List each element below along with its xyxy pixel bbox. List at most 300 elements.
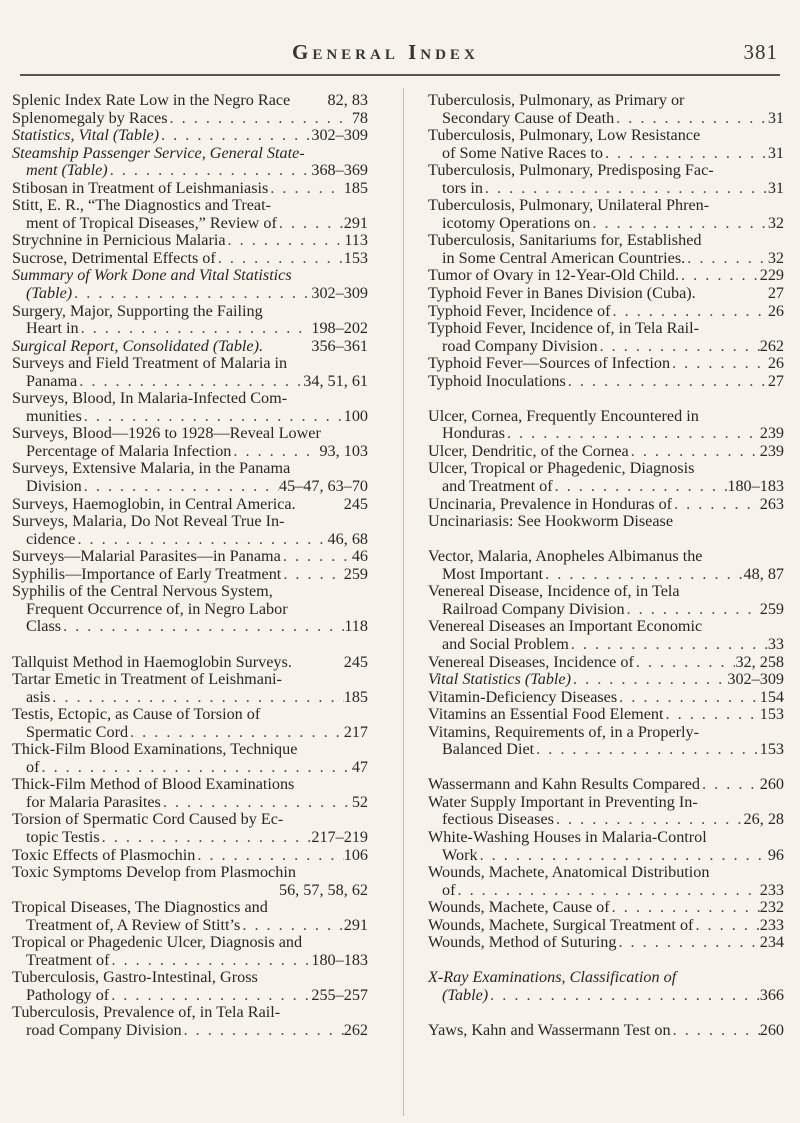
entry-text: Steamship Passenger Service, General State- [12, 143, 305, 162]
index-entry-line [12, 355, 368, 373]
index-entry [12, 92, 368, 110]
index-entry-line [12, 145, 368, 163]
header-rule [20, 74, 780, 76]
index-entry-line [12, 408, 368, 426]
index-entry [12, 390, 368, 425]
index-entry-line [428, 285, 784, 303]
dot-leader [182, 1022, 344, 1040]
index-entry-line [428, 197, 784, 215]
index-entry-line [428, 303, 784, 321]
index-entry [428, 92, 784, 127]
index-entry-line [12, 513, 368, 531]
index-entry-line [428, 636, 784, 654]
index-entry [12, 127, 368, 145]
page-reference: 113 [344, 231, 368, 250]
index-entry-line [428, 460, 784, 478]
index-entry-line [428, 232, 784, 250]
index-entry-line [428, 548, 784, 566]
page-reference: 260 [759, 1020, 784, 1039]
page-reference: 27 [767, 284, 784, 303]
entry-text: Uncinariasis: See Hookworm Disease [428, 512, 674, 531]
index-entry [428, 583, 784, 618]
dot-leader [505, 425, 760, 443]
entry-text: Vitamins, Requirements of, in a Properly- [428, 722, 700, 741]
letter-gap [428, 759, 784, 777]
page-reference: 32 [767, 213, 784, 232]
dot-leader [610, 899, 760, 917]
index-entry [428, 618, 784, 653]
index-entry [428, 496, 784, 514]
entry-text: Strychnine in Pernicious Malaria [12, 231, 226, 250]
entry-text: Venereal Diseases, Incidence of [428, 652, 634, 671]
dot-leader [168, 110, 352, 128]
index-entry [428, 303, 784, 321]
page-reference: 33 [767, 634, 784, 653]
dot-leader [571, 671, 727, 689]
index-entry [428, 671, 784, 689]
index-entry-line [428, 1022, 784, 1040]
index-entry-line [12, 1022, 368, 1040]
entry-text: Class [26, 617, 62, 636]
entry-text: Wounds, Method of Suturing [428, 933, 617, 952]
index-entry-line [12, 92, 368, 110]
index-entry-line [12, 285, 368, 303]
page-number: 381 [743, 40, 778, 64]
running-head-title: General Index [292, 40, 479, 64]
entry-text: road Company Division [26, 1020, 182, 1039]
dot-leader [159, 127, 311, 145]
index-entry-line [12, 197, 368, 215]
entry-text: Frequent Occurrence of, in Negro Labor [26, 599, 288, 618]
index-entry-line [428, 864, 784, 882]
page-reference: 302–309 [727, 670, 784, 689]
dot-leader [216, 250, 344, 268]
index-entry-line [428, 706, 784, 724]
entry-text: Tallquist Method in Haemoglobin Surveys. [12, 652, 292, 671]
index-entry-line [428, 917, 784, 935]
index-entry-line [12, 215, 368, 233]
index-entry-line [12, 443, 368, 461]
entry-text: Vital Statistics (Table) [428, 670, 571, 689]
index-entry-line [428, 689, 784, 707]
entry-text: Division [26, 477, 82, 496]
index-entry-line [12, 162, 368, 180]
index-entry [12, 338, 368, 356]
entry-text: Wounds, Machete, Anatomical Distribution [428, 863, 710, 882]
entry-text: Tuberculosis, Pulmonary, as Primary or [428, 91, 685, 109]
index-entry [428, 724, 784, 759]
index-entry [12, 460, 368, 495]
index-entry-line [12, 373, 368, 391]
dot-leader [240, 917, 343, 935]
index-entry-line [12, 583, 368, 601]
index-entry [12, 303, 368, 338]
dot-leader [534, 741, 760, 759]
index-entry [428, 320, 784, 355]
page-reference: 47 [351, 757, 368, 776]
entry-text: Typhoid Fever, Incidence of [428, 301, 611, 320]
index-entry-line [428, 320, 784, 338]
index-entry-line [428, 882, 784, 900]
index-entry-line [428, 618, 784, 636]
index-entry [12, 232, 368, 250]
entry-text: and Social Problem [442, 634, 569, 653]
index-entry-line [428, 724, 784, 742]
dot-leader [671, 1022, 760, 1040]
index-entry [12, 1004, 368, 1039]
index-entry-line [428, 513, 784, 531]
index-entry-line [428, 654, 784, 672]
index-entry-line [428, 811, 784, 829]
index-entry [428, 864, 784, 899]
index-entry-line [428, 425, 784, 443]
index-entry-line [12, 776, 368, 794]
index-entry-line [428, 338, 784, 356]
entry-text: Most Important [442, 564, 544, 583]
page-reference: 239 [759, 441, 784, 460]
index-entry-line [12, 934, 368, 952]
index-entry-line [428, 899, 784, 917]
page-reference: 229 [759, 266, 784, 285]
entry-text: of Some Native Races to [442, 143, 603, 162]
entry-text: Water Supply Important in Preventing In- [428, 792, 698, 811]
page-reference: 106 [343, 845, 368, 864]
entry-text: Secondary Cause of Death [442, 108, 615, 127]
index-entry-line [12, 724, 368, 742]
index-entry [12, 583, 368, 636]
page-reference: 31 [767, 108, 784, 127]
index-entry-line [12, 390, 368, 408]
dot-leader [488, 987, 760, 1005]
index-entry-line [428, 162, 784, 180]
entry-text: Surveys, Blood, In Malaria-Infected Com- [12, 389, 288, 408]
page-reference: 82, 83 [327, 91, 368, 109]
index-entry-line [12, 952, 368, 970]
entry-text: Stitt, E. R., “The Diagnostics and Treat- [12, 196, 271, 215]
index-entry-line [12, 847, 368, 865]
dot-leader [478, 847, 768, 865]
entry-text: fectious Diseases [442, 810, 554, 829]
page-reference: 48, 87 [743, 564, 784, 583]
entry-text: Tumor of Ovary in 12-Year-Old Child. [428, 266, 680, 285]
dot-leader [554, 811, 744, 829]
entry-text: Surveys, Haemoglobin, in Central America. [12, 494, 296, 513]
index-entry-line [428, 408, 784, 426]
page-reference: 245 [343, 494, 368, 513]
dot-leader [39, 759, 351, 777]
index-entry-line [428, 847, 784, 865]
page-reference: 233 [759, 915, 784, 934]
dot-leader [700, 776, 760, 794]
entry-text: Typhoid Fever in Banes Division (Cuba). [428, 284, 696, 303]
dot-leader [569, 636, 768, 654]
entry-text: ment (Table) [26, 161, 108, 180]
letter-gap [428, 390, 784, 408]
dot-leader [543, 566, 743, 584]
dot-leader [611, 303, 768, 321]
index-entry [12, 110, 368, 128]
dot-leader [100, 829, 312, 847]
index-entry-line [12, 882, 368, 900]
index-entry-line [12, 601, 368, 619]
page-reference: 45–47, 63–70 [278, 477, 368, 496]
index-entry [12, 969, 368, 1004]
entry-text: White-Washing Houses in Malaria-Control [428, 827, 707, 846]
entry-text: Toxic Symptoms Develop from Plasmochin [12, 863, 296, 882]
page-reference: 32 [767, 248, 784, 267]
entry-text: Panama [26, 371, 78, 390]
index-entry [12, 496, 368, 514]
index-entry-line [428, 110, 784, 128]
index-entry-line [428, 601, 784, 619]
dot-leader [108, 162, 312, 180]
index-entry-line [12, 180, 368, 198]
dot-leader [455, 882, 759, 900]
dot-leader [79, 320, 312, 338]
page-reference: 245 [343, 652, 368, 671]
entry-text: Work [442, 845, 478, 864]
index-entry [428, 794, 784, 829]
dot-leader [226, 232, 345, 250]
index-entry-line [428, 829, 784, 847]
index-column-left [12, 92, 368, 1040]
index-entry-line [428, 934, 784, 952]
index-entry [12, 811, 368, 846]
entry-text: Uncinaria, Prevalence in Honduras of [428, 494, 673, 513]
index-entry [12, 425, 368, 460]
entry-text: munities [26, 406, 82, 425]
page-reference: 26, 28 [743, 810, 784, 829]
index-entry [12, 899, 368, 934]
entry-text: Thick-Film Method of Blood Examinations [12, 775, 295, 794]
index-entry-line [428, 794, 784, 812]
index-entry-line [428, 496, 784, 514]
index-entry [428, 232, 784, 267]
entry-text: Statistics, Vital (Table) [12, 126, 160, 145]
index-entry [12, 671, 368, 706]
index-entry-line [12, 338, 368, 356]
index-entry-line [428, 250, 784, 268]
index-entry-line [12, 250, 368, 268]
dot-leader [82, 408, 344, 426]
dot-leader [679, 267, 760, 285]
dot-leader [566, 373, 768, 391]
index-entry-line [428, 127, 784, 145]
index-entry [428, 460, 784, 495]
index-entry-line [12, 267, 368, 285]
index-entry-line [428, 145, 784, 163]
page-reference: 153 [759, 705, 784, 724]
dot-leader [77, 373, 303, 391]
page-reference: 260 [759, 775, 784, 794]
index-entry-line [12, 654, 368, 672]
page-reference: 185 [343, 178, 368, 197]
page-reference: 368–369 [311, 161, 368, 180]
entry-text: Tropical or Phagedenic Ulcer, Diagnosis and [12, 933, 303, 952]
index-entry [12, 776, 368, 811]
index-entry-line [12, 478, 368, 496]
entry-text: Ulcer, Dendritic, of the Cornea [428, 441, 629, 460]
entry-text: Tartar Emetic in Treatment of Leishmani- [12, 670, 282, 689]
index-entry [428, 829, 784, 864]
page-reference: 217–219 [311, 827, 368, 846]
page-reference: 262 [759, 336, 784, 355]
page-reference: 302–309 [311, 126, 368, 145]
dot-leader [616, 934, 759, 952]
index-entry-line [428, 215, 784, 233]
entry-text: Wounds, Machete, Surgical Treatment of [428, 915, 694, 934]
entry-text: for Malaria Parasites [26, 792, 161, 811]
index-entry-line [12, 232, 368, 250]
entry-text: Vitamin-Deficiency Diseases [428, 687, 618, 706]
entry-text: Thick-Film Blood Examinations, Technique [12, 740, 298, 759]
index-entry-line [428, 267, 784, 285]
dot-leader [483, 180, 768, 198]
entry-text: Heart in [26, 319, 79, 338]
dot-leader [109, 987, 311, 1005]
page-reference: 154 [759, 687, 784, 706]
entry-text: tors in [442, 178, 483, 197]
index-entry [12, 355, 368, 390]
page-reference: 255–257 [311, 985, 368, 1004]
index-entry [12, 934, 368, 969]
entry-text: X-Ray Examinations, Classification of [428, 968, 677, 987]
index-entry-line [428, 566, 784, 584]
dot-leader [231, 443, 319, 461]
dot-leader [82, 478, 279, 496]
entry-text: Surveys—Malarial Parasites—in Panama [12, 547, 281, 566]
dot-leader [75, 531, 327, 549]
entry-text: Typhoid Fever, Incidence of, in Tela Rail- [428, 319, 699, 338]
index-entry-line [12, 1004, 368, 1022]
page-reference: 31 [767, 178, 784, 197]
entry-text: Tuberculosis, Prevalence of, in Tela Rail- [12, 1003, 281, 1022]
index-entry-line [12, 794, 368, 812]
entry-text: Surveys, Malaria, Do Not Reveal True In- [12, 512, 285, 531]
entry-text: Vitamins an Essential Food Element [428, 705, 664, 724]
page-reference: 234 [759, 933, 784, 952]
page-reference: 291 [343, 915, 368, 934]
page-reference: 31 [767, 143, 784, 162]
index-entry-line [12, 566, 368, 584]
page-reference: 262 [343, 1020, 368, 1039]
entry-text: Yaws, Kahn and Wassermann Test on [428, 1020, 671, 1039]
page-reference: 96 [767, 845, 784, 864]
index-entry-line [12, 899, 368, 917]
dot-leader [634, 654, 736, 672]
index-entry [12, 654, 368, 672]
index-entry-line [12, 303, 368, 321]
page-reference: 56, 57, 58, 62 [278, 880, 368, 899]
dot-leader [281, 548, 352, 566]
index-entry [12, 864, 368, 899]
index-entry-line [428, 373, 784, 391]
index-entry [428, 1022, 784, 1040]
index-entry [428, 408, 784, 443]
entry-text: topic Testis [26, 827, 100, 846]
dot-leader [625, 601, 760, 619]
index-entry [428, 127, 784, 162]
entry-text: Typhoid Fever—Sources of Infection [428, 354, 671, 373]
dot-leader [629, 443, 760, 461]
index-entry-line [12, 811, 368, 829]
page-reference: 26 [767, 354, 784, 373]
page-reference: 232 [759, 898, 784, 917]
dot-leader [553, 478, 728, 496]
index-entry-line [428, 478, 784, 496]
index-entry-line [12, 425, 368, 443]
entry-text: (Table) [26, 284, 73, 303]
page-reference: 302–309 [311, 284, 368, 303]
index-entry [12, 250, 368, 268]
dot-leader [109, 952, 311, 970]
index-entry-line [12, 759, 368, 777]
dot-leader [617, 689, 760, 707]
page-reference: 180–183 [311, 950, 368, 969]
entry-text: of [26, 757, 40, 776]
index-entry [428, 443, 784, 461]
dot-leader [603, 145, 768, 163]
letter-gap [428, 531, 784, 549]
page-reference: 153 [759, 740, 784, 759]
entry-text: Honduras [442, 424, 505, 443]
entry-text: Surveys, Blood—1926 to 1928—Reveal Lower [12, 424, 321, 443]
index-entry-line [428, 776, 784, 794]
dot-leader [664, 706, 760, 724]
index-entry-line [12, 548, 368, 566]
entry-text: cidence [26, 529, 76, 548]
entry-text: Tuberculosis, Gastro-Intestinal, Gross [12, 968, 258, 987]
page-reference: 198–202 [311, 319, 368, 338]
entry-text: Syphilis of the Central Nervous System, [12, 582, 273, 601]
entry-text: Testis, Ectopic, as Cause of Torsion of [12, 705, 261, 724]
entry-text: ment of Tropical Diseases,” Review of [26, 213, 277, 232]
column-divider [403, 88, 404, 1116]
entry-text: Ulcer, Cornea, Frequently Encountered in [428, 406, 699, 425]
letter-gap [12, 636, 368, 654]
entry-text: Summary of Work Done and Vital Statistics [12, 266, 292, 285]
index-entry [428, 267, 784, 285]
entry-text: Balanced Diet [442, 740, 535, 759]
index-entry-line [12, 706, 368, 724]
entry-text: Torsion of Spermatic Cord Caused by Ec- [12, 810, 284, 829]
index-entry-line [12, 864, 368, 882]
entry-text: Typhoid Inoculations [428, 371, 566, 390]
entry-text: Sucrose, Detrimental Effects of [12, 248, 216, 267]
page-reference: 78 [351, 108, 368, 127]
running-header [8, 36, 800, 76]
dot-leader [693, 917, 759, 935]
entry-text: of [442, 880, 456, 899]
dot-leader [281, 566, 343, 584]
index-entry-line [428, 741, 784, 759]
entry-text: Ulcer, Tropical or Phagedenic, Diagnosis [428, 459, 695, 478]
index-entry-line [428, 355, 784, 373]
index-entry-line [12, 987, 368, 1005]
entry-text: Tropical Diseases, The Diagnostics and [12, 898, 268, 917]
index-entry-line [428, 92, 784, 110]
entry-text: Surgical Report, Consolidated (Table). [12, 336, 264, 355]
index-entry-line [12, 917, 368, 935]
page-reference: 217 [343, 722, 368, 741]
index-entry [12, 197, 368, 232]
entry-text: Surveys and Field Treatment of Malaria in [12, 354, 288, 373]
dot-leader [670, 355, 768, 373]
page-reference: 239 [759, 424, 784, 443]
index-entry [12, 180, 368, 198]
index-entry [428, 373, 784, 391]
index-entry-line [12, 110, 368, 128]
